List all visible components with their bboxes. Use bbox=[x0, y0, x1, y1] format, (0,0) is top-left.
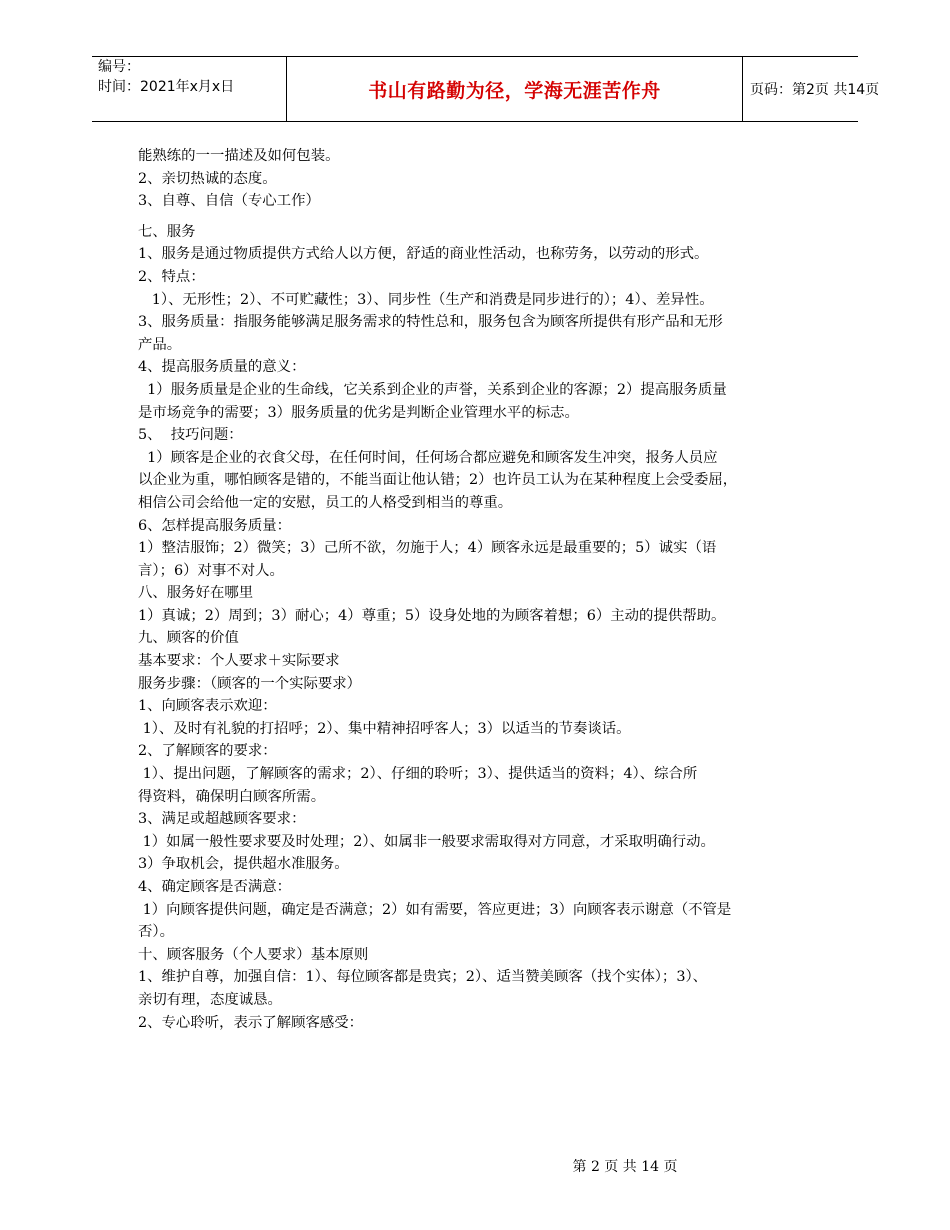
page-footer bbox=[0, 1156, 950, 1176]
body-line: 1、向顾客表示欢迎： bbox=[138, 698, 277, 715]
header-motto: 书山有路勤为径，学海无涯苦作舟 bbox=[368, 79, 661, 102]
section-heading: 七、服务 bbox=[138, 223, 196, 240]
body-line: 1）如属一般性要求要及时处理；2）、如属非一般要求需取得对方同意，才采取明确行动。 bbox=[138, 833, 715, 850]
body-line: 1）顾客是企业的衣食父母，在任何时间，任何场合都应避免和顾客发生冲突，报务人员应 bbox=[138, 449, 718, 466]
page-header bbox=[92, 56, 880, 122]
body-line: 5、 技巧问题： bbox=[138, 427, 243, 444]
body-line: 相信公司会给他一定的安慰，员工的人格受到相当的尊重。 bbox=[138, 494, 513, 511]
body-line: 3）争取机会，提供超水准服务。 bbox=[138, 856, 349, 873]
body-line: 2、特点： bbox=[138, 268, 205, 285]
body-line: 3、服务质量：指服务能够满足服务需求的特性总和，服务包含为顾客所提供有形产品和无形 bbox=[138, 314, 723, 331]
header-meta bbox=[92, 57, 286, 121]
body-line: 产品。 bbox=[138, 336, 182, 353]
body-line: 4、确定顾客是否满意： bbox=[138, 879, 292, 895]
body-line: 亲切有理，态度诚恳。 bbox=[138, 991, 282, 1008]
footer-page-number: 第 2 页 共 14 页 bbox=[572, 1159, 678, 1175]
body-line: 3、自尊、自信（专心工作） bbox=[138, 193, 320, 210]
header-motto-cell bbox=[286, 57, 743, 121]
body-line: 2、亲切热诚的态度。 bbox=[138, 170, 277, 187]
body-line: 得资料，确保明白顾客所需。 bbox=[138, 788, 326, 805]
document-number-label: 编号： bbox=[98, 59, 140, 75]
body-line: 1）向顾客提供问题，确定是否满意；2）如有需要，答应更进；3）向顾客表示谢意（不管是 bbox=[138, 901, 732, 918]
body-line: 1）、及时有礼貌的打招呼；2）、集中精神招呼客人；3）以适当的节奏谈话。 bbox=[138, 720, 631, 737]
body-line: 4、提高服务质量的意义： bbox=[138, 359, 306, 376]
section-heading: 八、服务好在哪里 bbox=[138, 585, 254, 602]
body-line: 2、了解顾客的要求： bbox=[138, 743, 277, 760]
body-line: 1、服务是通过物质提供方式给人以方便，舒适的商业性活动，也称劳务，以劳动的形式。 bbox=[138, 246, 709, 263]
body-line: 2、专心聆听，表示了解顾客感受： bbox=[138, 1014, 364, 1031]
body-line: 否）。 bbox=[138, 924, 174, 941]
body-line: 1）服务质量是企业的生命线，它关系到企业的声誉，关系到企业的客源；2）提高服务质量 bbox=[138, 381, 727, 398]
header-page-info: 页码：第2页 共14页 bbox=[750, 82, 880, 98]
section-heading: 九、顾客的价值 bbox=[138, 630, 239, 647]
body-line: 1）真诚；2）周到；3）耐心；4）尊重；5）设身处地的为顾客着想；6）主动的提供帮助。 bbox=[138, 607, 726, 624]
document-time-label: 时间：2021年x月x日 bbox=[98, 79, 235, 95]
document-body bbox=[138, 145, 828, 1034]
body-line: 6、怎样提高服务质量： bbox=[138, 517, 292, 534]
body-line: 3、满足或超越顾客要求： bbox=[138, 811, 306, 828]
body-line: 1）、提出问题，了解顾客的需求；2）、仔细的聆听；3）、提供适当的资料；4）、综合所 bbox=[138, 766, 698, 783]
body-line: 言）；6）对事不对人。 bbox=[138, 562, 284, 579]
body-line: 以企业为重，哪怕顾客是错的，不能当面让他认错；2）也许员工认为在某种程度上会受委屈， bbox=[138, 472, 738, 489]
body-line: 1）整洁服饰；2）微笑；3）己所不欲，勿施于人；4）顾客永远是最重要的；5）诚实（语 bbox=[138, 540, 717, 557]
body-line: 1、维护自尊，加强自信：1）、每位顾客都是贵宾；2）、适当赞美顾客（找个实体）；3）、 bbox=[138, 969, 708, 986]
body-line: 是市场竞争的需要；3）服务质量的优劣是判断企业管理水平的标志。 bbox=[138, 404, 579, 421]
body-line: 能熟练的一一描述及如何包装。 bbox=[138, 148, 340, 164]
body-line: 1）、无形性；2）、不可贮藏性；3）、同步性（生产和消费是同步进行的）；4）、差异性。 bbox=[138, 291, 714, 308]
body-line: 服务步骤：（顾客的一个实际要求） bbox=[138, 675, 362, 692]
body-line: 基本要求：个人要求＋实际要求 bbox=[138, 653, 340, 670]
section-heading: 十、顾客服务（个人要求）基本原则 bbox=[138, 946, 369, 963]
header-page-cell bbox=[742, 57, 880, 121]
